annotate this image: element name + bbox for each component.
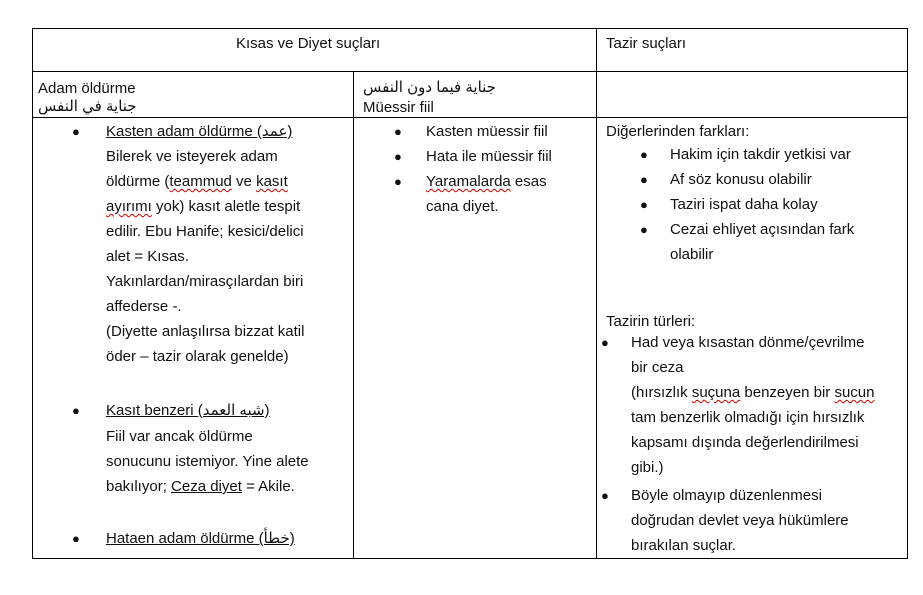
spellcheck-word: kasıt [256, 173, 288, 190]
item-hataen-adam-oldurme-title [106, 530, 295, 548]
types-heading: Tazirin türleri: [606, 313, 696, 330]
item-title-text: Kasten adam öldürme [106, 123, 253, 140]
body-line: edilir. Ebu Hanife; kesici/delici [106, 223, 304, 240]
body-line: Bilerek ve isteyerek adam [106, 148, 278, 165]
types-line: gibi.) [631, 459, 664, 476]
diff-heading: Diğerlerinden farkları: [606, 123, 750, 140]
bullet-icon: ● [640, 222, 648, 237]
bullet-icon: ● [394, 174, 402, 189]
types-line: kapsamı dışında değerlendirilmesi [631, 434, 859, 451]
types-line: (hırsızlık suçuna benzeyen bir sucun [631, 384, 875, 401]
table-border-bottom [32, 558, 908, 559]
types-line: Böyle olmayıp düzenlenmesi [631, 487, 822, 504]
diff-item: Hakim için takdir yetkisi var [670, 146, 851, 163]
body-line: öldürme (teammud ve kasıt [106, 173, 288, 190]
bullet-icon: ● [394, 124, 402, 139]
bullet-icon: ● [72, 124, 80, 139]
list-item-hata-muessir: Hata ile müessir fiil [426, 148, 552, 165]
body-line: öder – tazir olarak genelde) [106, 348, 289, 365]
subheader-jinaya-nafs: جناية في النفس [38, 98, 137, 115]
header-kisas-diyet: Kısas ve Diyet suçları [236, 35, 381, 52]
subheader-adam-oldurme: Adam öldürme [38, 80, 136, 97]
list-item-kasten-muessir: Kasten müessir fiil [426, 123, 548, 140]
body-line: alet = Kısas. [106, 248, 189, 265]
body-line: ayırımı yok) kasıt aletle tespit [106, 198, 301, 215]
list-item-cana-diyet: cana diyet. [426, 198, 499, 215]
table-border-top [32, 28, 908, 29]
body-line: sonucunu istemiyor. Yine alete [106, 453, 309, 470]
body-line: affederse -. [106, 298, 182, 315]
bullet-icon: ● [72, 531, 80, 546]
item-title-text: Hataen adam öldürme [106, 530, 255, 547]
header-tazir: Tazir suçları [606, 35, 687, 52]
table-border-right [907, 28, 908, 559]
item-title-arabic: (عمد) [256, 123, 293, 140]
table-border-left [32, 28, 33, 559]
spellcheck-word: sucun [834, 384, 875, 401]
bullet-icon: ● [601, 488, 609, 503]
diff-item: Af söz konusu olabilir [670, 171, 812, 188]
bullet-icon: ● [640, 147, 648, 162]
table-border-subheader-bottom [32, 117, 908, 118]
item-kasten-adam-oldurme-title [106, 123, 292, 141]
bullet-icon: ● [640, 172, 648, 187]
types-line: Had veya kısastan dönme/çevrilme [631, 334, 865, 351]
types-line: tam benzerlik olmadığı için hırsızlık [631, 409, 865, 426]
bullet-icon: ● [72, 403, 80, 418]
body-line: Fiil var ancak öldürme [106, 428, 253, 445]
body-line: Yakınlardan/mirasçılardan biri [106, 273, 304, 290]
types-line: doğrudan devlet veya hükümlere [631, 512, 849, 529]
types-line: bir ceza [631, 359, 684, 376]
subheader-muessir-fiil: Müessir fiil [363, 99, 434, 116]
item-title-arabic: (شبه العمد) [197, 402, 270, 419]
table-divider-col2 [353, 71, 354, 559]
spellcheck-word: ayırımı [106, 198, 152, 215]
item-title-arabic: (خطأ) [258, 530, 295, 547]
ceza-diyet-underlined: Ceza diyet [171, 478, 242, 495]
item-kasit-benzeri-title [106, 402, 270, 420]
body-line: bakılıyor; Ceza diyet = Akile. [106, 478, 295, 495]
spellcheck-word: teammud [169, 173, 232, 190]
table-divider-col3 [596, 28, 597, 559]
diff-item: Cezai ehliyet açısından fark [670, 221, 855, 238]
diff-item: Taziri ispat daha kolay [670, 196, 818, 213]
bullet-icon: ● [394, 149, 402, 164]
types-line: bırakılan suçlar. [631, 537, 737, 554]
bullet-icon: ● [601, 335, 609, 350]
item-title-text: Kasıt benzeri [106, 402, 194, 419]
bullet-icon: ● [640, 197, 648, 212]
list-item-yaramalarda: Yaramalarda esas [426, 173, 547, 190]
table-border-header-bottom [32, 71, 908, 72]
spellcheck-word: suçuna [691, 384, 741, 401]
subheader-jinaya-duna-nafs: جناية فيما دون النفس [363, 79, 496, 96]
body-line: (Diyette anlaşılırsa bizzat katil [106, 323, 305, 340]
diff-item-cont: olabilir [670, 246, 714, 263]
spellcheck-word: Yaramalarda [426, 173, 511, 190]
